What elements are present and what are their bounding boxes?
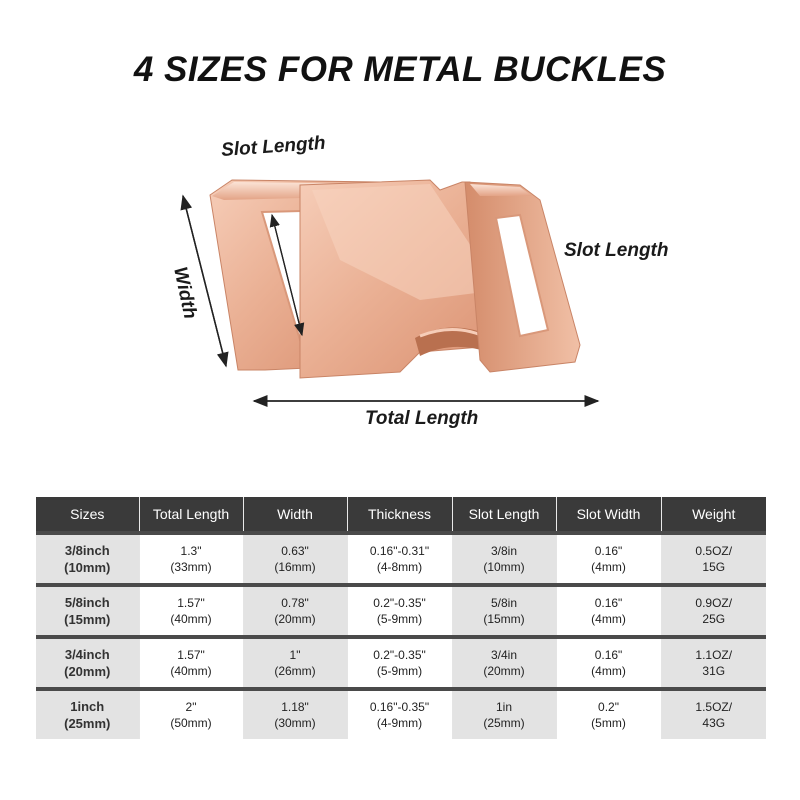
weight-cell: 1.5OZ/ 43G	[661, 689, 766, 739]
size-spec-table	[36, 497, 766, 739]
thickness-cell: 0.2"-0.35" (5-9mm)	[347, 637, 452, 689]
header-thickness: Thickness	[347, 497, 452, 533]
slot-length-label-right: Slot Length	[564, 240, 669, 261]
table-row	[36, 585, 766, 637]
table-row	[36, 689, 766, 739]
weight-cell: 0.5OZ/ 15G	[661, 533, 766, 585]
slot-length-cell: 1in (25mm)	[452, 689, 556, 739]
size-cell: 5/8inch (15mm)	[36, 585, 139, 637]
slot-length-label-left: Slot Length	[220, 132, 327, 162]
buckle-diagram	[0, 120, 800, 450]
width-cell: 0.63" (16mm)	[243, 533, 347, 585]
header-total-length: Total Length	[139, 497, 243, 533]
slot-length-cell: 3/8in (10mm)	[452, 533, 556, 585]
page-title: 4 SIZES FOR METAL BUCKLES	[133, 50, 667, 89]
weight-cell: 0.9OZ/ 25G	[661, 585, 766, 637]
width-cell: 1" (26mm)	[243, 637, 347, 689]
buckle-right-frame	[465, 182, 580, 372]
header-slot-width: Slot Width	[556, 497, 661, 533]
header-sizes: Sizes	[36, 497, 139, 533]
slot-length-cell: 3/4in (20mm)	[452, 637, 556, 689]
total-length-cell: 2" (50mm)	[139, 689, 243, 739]
total-length-cell: 1.3" (33mm)	[139, 533, 243, 585]
thickness-cell: 0.16"-0.31" (4-8mm)	[347, 533, 452, 585]
slot-width-cell: 0.16" (4mm)	[556, 585, 661, 637]
header-weight: Weight	[661, 497, 766, 533]
size-cell: 3/8inch (10mm)	[36, 533, 139, 585]
slot-width-cell: 0.16" (4mm)	[556, 533, 661, 585]
thickness-cell: 0.16"-0.35" (4-9mm)	[347, 689, 452, 739]
buckle-illustration	[0, 120, 800, 450]
width-cell: 1.18" (30mm)	[243, 689, 347, 739]
table-header-row	[36, 497, 766, 533]
weight-cell: 1.1OZ/ 31G	[661, 637, 766, 689]
total-length-cell: 1.57" (40mm)	[139, 637, 243, 689]
size-cell: 1inch (25mm)	[36, 689, 139, 739]
table-row	[36, 533, 766, 585]
width-label: Width	[169, 264, 201, 321]
table-row	[36, 637, 766, 689]
total-length-cell: 1.57" (40mm)	[139, 585, 243, 637]
size-cell: 3/4inch (20mm)	[36, 637, 139, 689]
width-cell: 0.78" (20mm)	[243, 585, 347, 637]
header-width: Width	[243, 497, 347, 533]
slot-length-cell: 5/8in (15mm)	[452, 585, 556, 637]
slot-width-cell: 0.16" (4mm)	[556, 637, 661, 689]
total-length-label: Total Length	[365, 408, 479, 429]
thickness-cell: 0.2"-0.35" (5-9mm)	[347, 585, 452, 637]
slot-width-cell: 0.2" (5mm)	[556, 689, 661, 739]
header-slot-length: Slot Length	[452, 497, 556, 533]
